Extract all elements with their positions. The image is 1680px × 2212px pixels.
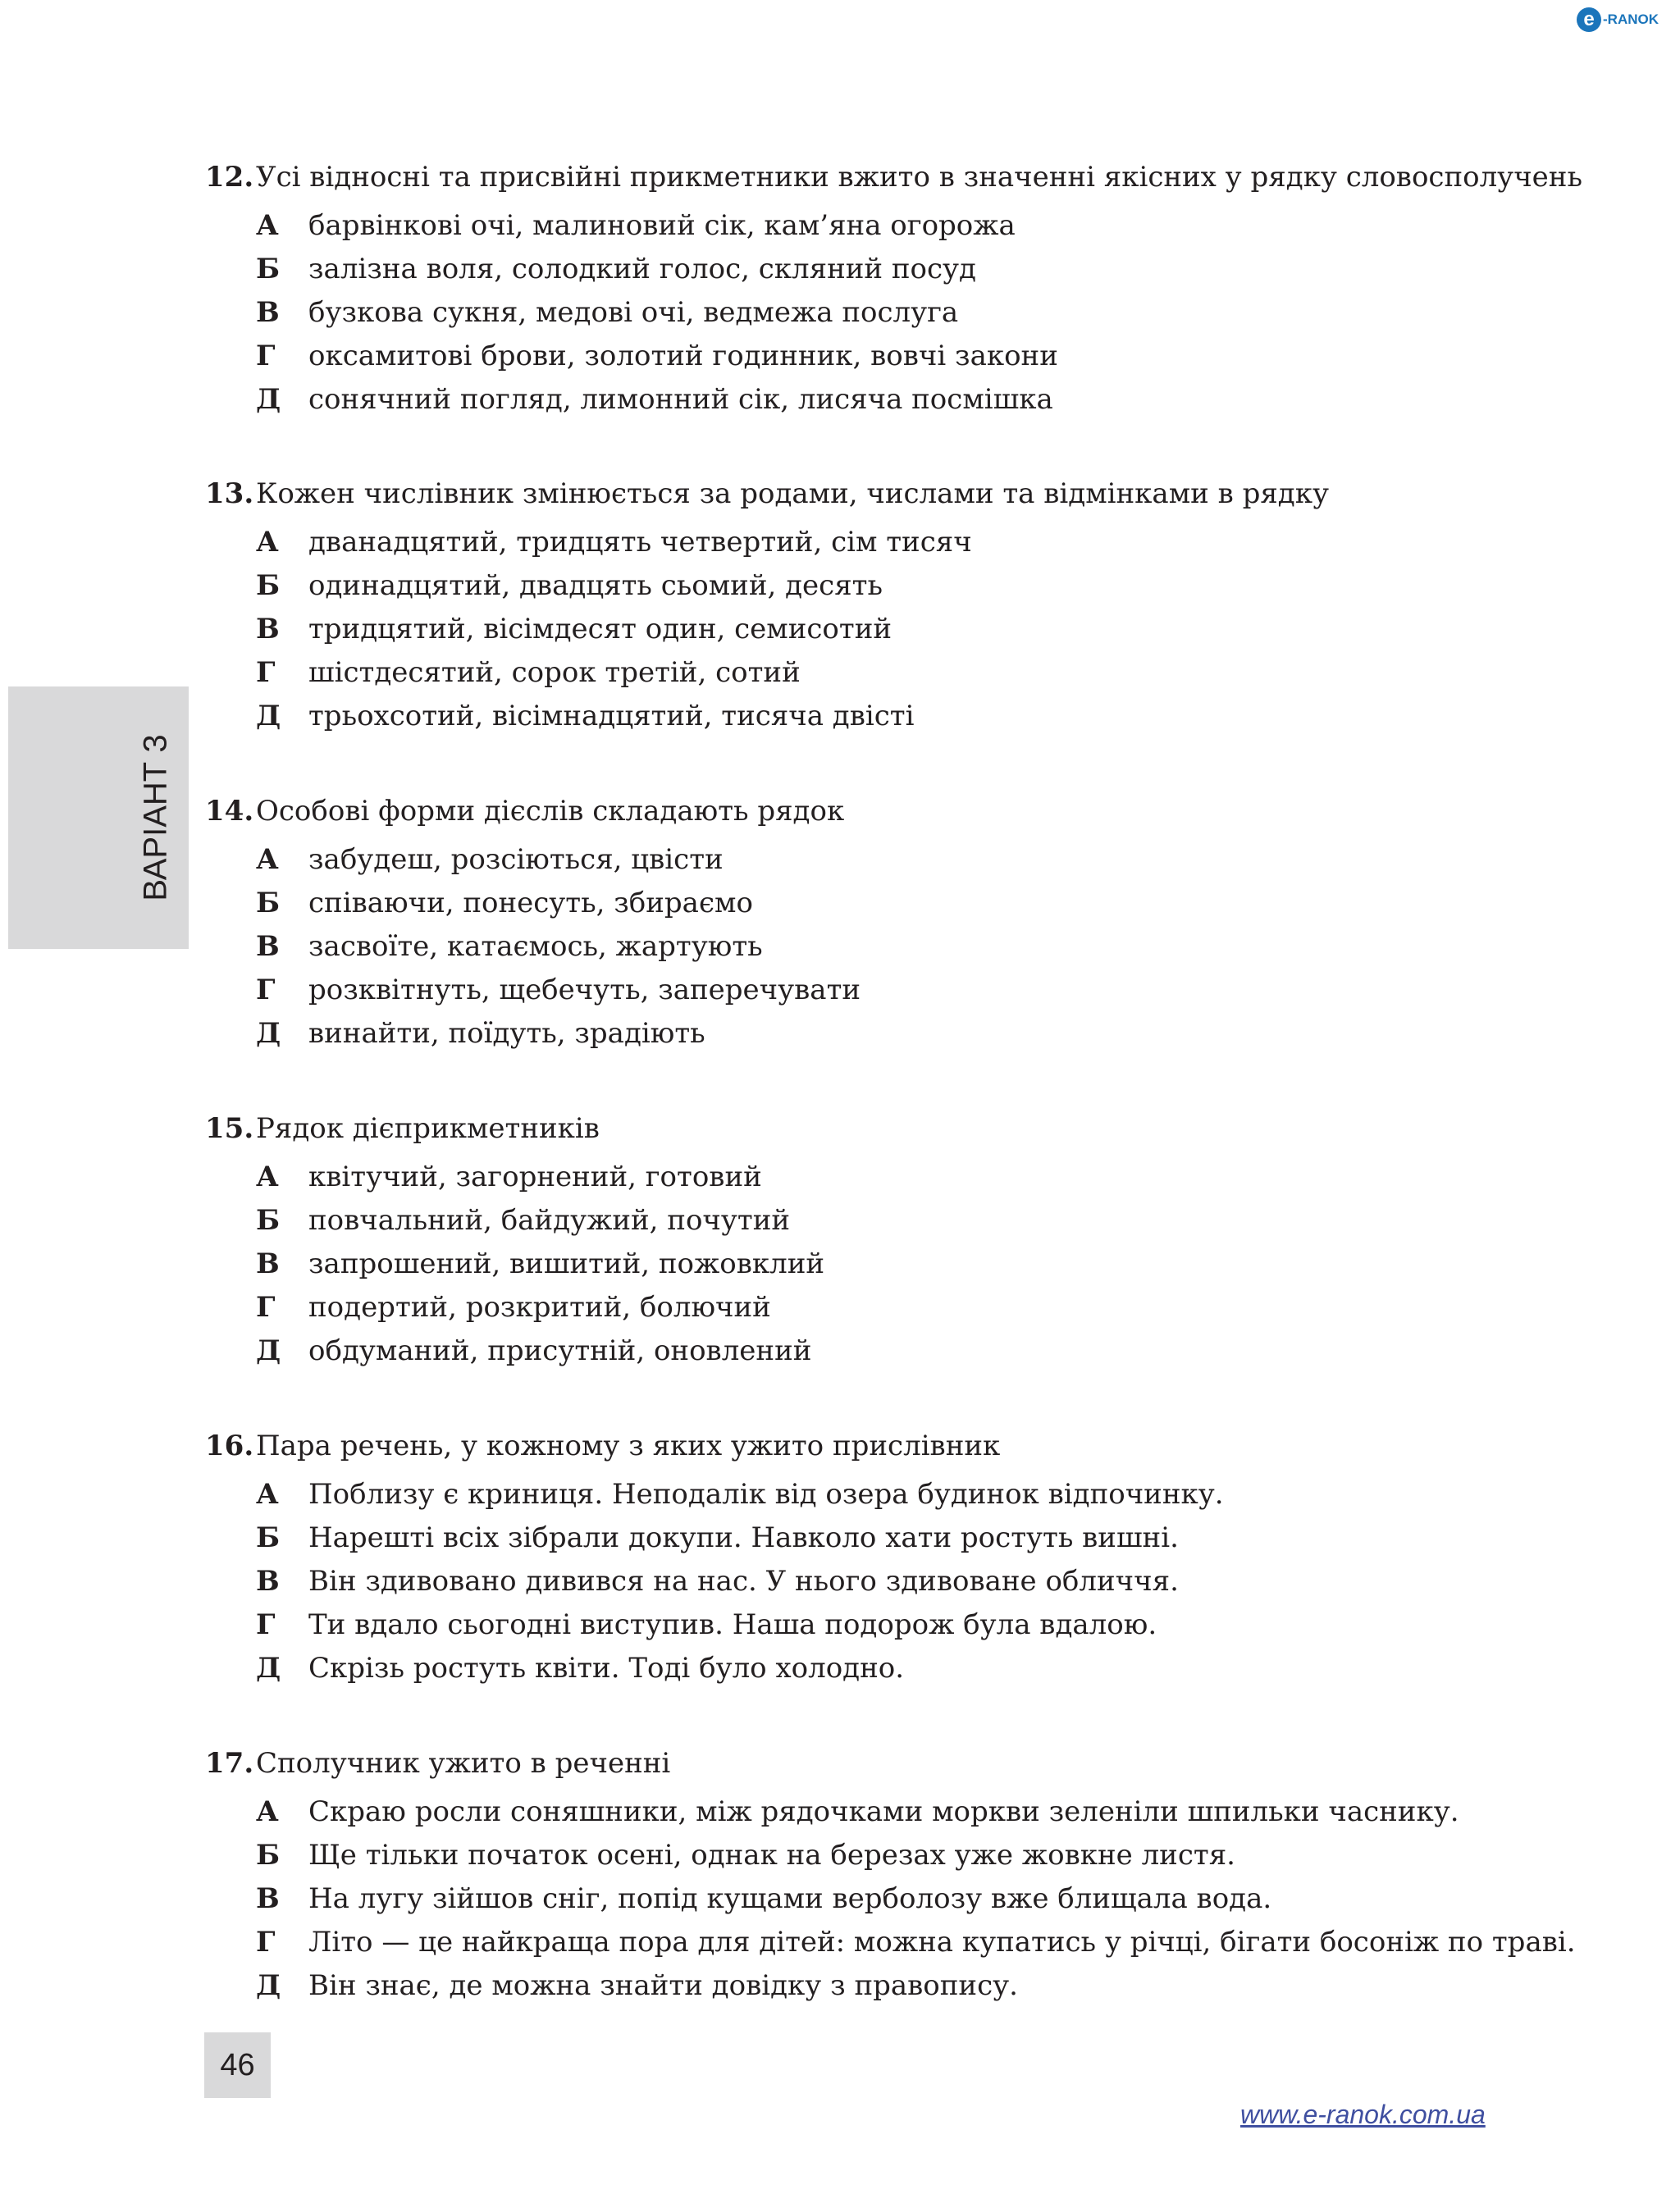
option-letter: А xyxy=(256,1478,279,1511)
option-letter: В xyxy=(256,930,280,963)
answer-option-v[interactable] xyxy=(256,1882,1600,1915)
answer-option-b[interactable] xyxy=(256,887,1600,919)
question-number: 15. xyxy=(205,1112,254,1145)
option-letter: Д xyxy=(256,1969,281,2002)
option-letter: В xyxy=(256,1882,280,1915)
option-letter: Б xyxy=(256,569,281,602)
question-text: Пара речень, у кожному з яких ужито прислівник xyxy=(256,1430,1001,1462)
question-number: 12. xyxy=(205,161,254,194)
question-number: 17. xyxy=(205,1747,254,1780)
option-text: барвінкові очі, малиновий сік, кам’яна огорожа xyxy=(308,209,1016,242)
question-number: 13. xyxy=(205,477,254,510)
logo-text: -RANOK xyxy=(1603,11,1659,27)
answer-option-g[interactable] xyxy=(256,974,1600,1006)
answer-option-b[interactable] xyxy=(256,569,1600,602)
answer-option-d[interactable] xyxy=(256,1017,1600,1050)
option-letter: Г xyxy=(256,1926,276,1959)
option-text: подертий, розкритий, болючий xyxy=(308,1291,771,1324)
option-text: Він знає, де можна знайти довідку з правопису. xyxy=(308,1969,1018,2002)
option-letter: Б xyxy=(256,253,281,285)
option-text: одинадцятий, двадцять сьомий, десять xyxy=(308,569,883,602)
option-text: дванадцятий, тридцять четвертий, сім тисяч xyxy=(308,526,972,559)
answer-option-a[interactable] xyxy=(256,1478,1600,1511)
question-text: Усі відносні та присвійні прикметники вжито в значенні якісних у рядку словосполучень xyxy=(256,161,1582,194)
option-letter: В xyxy=(256,613,280,645)
option-letter: Д xyxy=(256,1652,281,1685)
answer-option-a[interactable] xyxy=(256,526,1600,559)
answer-option-d[interactable] xyxy=(256,1334,1600,1367)
option-text: повчальний, байдужий, почутий xyxy=(308,1204,791,1237)
option-letter: Б xyxy=(256,1839,281,1872)
option-text: сонячний погляд, лимонний сік, лисяча посмішка xyxy=(308,383,1053,416)
question-16 xyxy=(205,1430,1600,1685)
option-letter: Д xyxy=(256,383,281,416)
option-text: запрошений, вишитий, пожовклий xyxy=(308,1247,825,1280)
publisher-logo xyxy=(1577,3,1659,36)
answer-option-g[interactable] xyxy=(256,1291,1600,1324)
option-letter: В xyxy=(256,1565,280,1598)
option-letter: Б xyxy=(256,1204,281,1237)
option-text: обдуманий, присутній, оновлений xyxy=(308,1334,812,1367)
option-letter: Г xyxy=(256,340,276,372)
answer-option-a[interactable] xyxy=(256,1795,1600,1828)
answer-option-b[interactable] xyxy=(256,1839,1600,1872)
option-text: Він здивовано дивився на нас. У нього здивоване обличчя. xyxy=(308,1565,1179,1598)
option-text: трьохсотий, вісімнадцятий, тисяча двісті xyxy=(308,700,915,732)
option-text: Ти вдало сьогодні виступив. Наша подорож була вдалою. xyxy=(308,1608,1157,1641)
option-text: квітучий, загорнений, готовий xyxy=(308,1161,762,1193)
option-letter: Г xyxy=(256,656,276,689)
option-text: засвоїте, катаємось, жартують xyxy=(308,930,763,963)
option-letter: Г xyxy=(256,1608,276,1641)
answer-option-v[interactable] xyxy=(256,296,1600,329)
question-15 xyxy=(205,1112,1600,1367)
answer-option-d[interactable] xyxy=(256,700,1600,732)
option-text: залізна воля, солодкий голос, скляний посуд xyxy=(308,253,976,285)
question-number: 14. xyxy=(205,795,254,828)
answer-option-b[interactable] xyxy=(256,1521,1600,1554)
page-number: 46 xyxy=(204,2032,271,2098)
question-12 xyxy=(205,161,1600,416)
option-letter: Д xyxy=(256,700,281,732)
option-text: Літо — це найкраща пора для дітей: можна купатись у річці, бігати босоніж по траві. xyxy=(308,1926,1576,1959)
option-letter: А xyxy=(256,1795,279,1828)
option-text: Ще тільки початок осені, однак на березах уже жовкне листя. xyxy=(308,1839,1235,1872)
option-letter: Г xyxy=(256,1291,276,1324)
answer-option-g[interactable] xyxy=(256,656,1600,689)
answer-option-b[interactable] xyxy=(256,253,1600,285)
answer-option-v[interactable] xyxy=(256,613,1600,645)
answer-option-a[interactable] xyxy=(256,209,1600,242)
answer-option-d[interactable] xyxy=(256,1652,1600,1685)
answer-option-a[interactable] xyxy=(256,843,1600,876)
option-letter: А xyxy=(256,843,279,876)
question-text: Особові форми дієслів складають рядок xyxy=(256,795,845,828)
option-letter: А xyxy=(256,526,279,559)
answer-option-d[interactable] xyxy=(256,1969,1600,2002)
option-letter: А xyxy=(256,209,279,242)
question-17 xyxy=(205,1747,1600,2002)
answer-option-g[interactable] xyxy=(256,1608,1600,1641)
option-text: шістдесятий, сорок третій, сотий xyxy=(308,656,801,689)
option-letter: Б xyxy=(256,1521,281,1554)
answer-option-v[interactable] xyxy=(256,930,1600,963)
option-text: На лугу зійшов сніг, попід кущами верболозу вже блищала вода. xyxy=(308,1882,1272,1915)
website-link[interactable]: www.e-ranok.com.ua xyxy=(1240,2100,1486,2129)
option-letter: Б xyxy=(256,887,281,919)
option-text: бузкова сукня, медові очі, ведмежа послуга xyxy=(308,296,959,329)
option-text: Поблизу є криниця. Неподалік від озера будинок відпочинку. xyxy=(308,1478,1224,1511)
question-text: Сполучник ужито в реченні xyxy=(256,1747,671,1780)
option-letter: В xyxy=(256,296,280,329)
option-letter: Д xyxy=(256,1017,281,1050)
option-text: забудеш, розсіються, цвісти xyxy=(308,843,724,876)
option-text: тридцятий, вісімдесят один, семисотий xyxy=(308,613,892,645)
option-text: Скраю росли соняшники, між рядочками моркви зеленіли шпильки часнику. xyxy=(308,1795,1459,1828)
option-letter: Г xyxy=(256,974,276,1006)
answer-option-v[interactable] xyxy=(256,1565,1600,1598)
question-text: Кожен числівник змінюється за родами, числами та відмінками в рядку xyxy=(256,477,1329,510)
option-text: розквітнуть, щебечуть, заперечувати xyxy=(308,974,861,1006)
answer-option-a[interactable] xyxy=(256,1161,1600,1193)
answer-option-d[interactable] xyxy=(256,383,1600,416)
question-number: 16. xyxy=(205,1430,254,1462)
option-letter: А xyxy=(256,1161,279,1193)
option-text: винайти, поїдуть, зрадіють xyxy=(308,1017,705,1050)
question-14 xyxy=(205,795,1600,1050)
option-letter: В xyxy=(256,1247,280,1280)
option-text: Нарешті всіх зібрали докупи. Навколо хати ростуть вишні. xyxy=(308,1521,1179,1554)
answer-option-g[interactable] xyxy=(256,1926,1600,1959)
answer-option-b[interactable] xyxy=(256,1204,1600,1237)
answer-option-g[interactable] xyxy=(256,340,1600,372)
option-text: Скрізь ростуть квіти. Тоді було холодно. xyxy=(308,1652,905,1685)
option-letter: Д xyxy=(256,1334,281,1367)
e-logo-icon: e xyxy=(1577,7,1601,32)
question-13 xyxy=(205,477,1600,732)
variant-label: ВАРІАНТ 3 xyxy=(137,734,174,901)
option-text: співаючи, понесуть, збираємо xyxy=(308,887,753,919)
answer-option-v[interactable] xyxy=(256,1247,1600,1280)
question-text: Рядок дієприкметників xyxy=(256,1112,600,1145)
option-text: оксамитові брови, золотий годинник, вовчі закони xyxy=(308,340,1058,372)
